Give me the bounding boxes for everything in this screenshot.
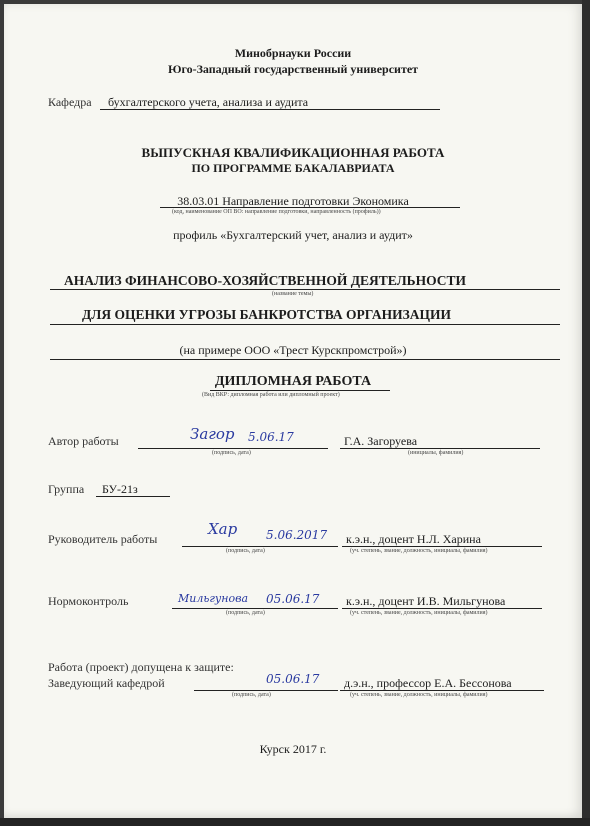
author-name: Г.А. Загоруева bbox=[344, 434, 418, 448]
supervisor-name-line bbox=[342, 546, 542, 547]
direction-caption: (код, наименование ОП ВО: направление подготовки, направленность (профиль)) bbox=[172, 209, 381, 215]
normcontrol-name-line bbox=[342, 608, 542, 609]
department-label: Кафедра bbox=[48, 95, 92, 109]
topic-underline1 bbox=[50, 289, 560, 290]
direction-value: 38.03.01 Направление подготовки Экономика bbox=[177, 194, 409, 208]
author-name-caption: (инициалы, фамилия) bbox=[408, 450, 464, 456]
normcontrol-signature: Мильгунова bbox=[178, 592, 249, 605]
supervisor-sig-caption: (подпись, дата) bbox=[226, 548, 265, 554]
head-sig-caption: (подпись, дата) bbox=[232, 692, 271, 698]
author-sig-caption: (подпись, дата) bbox=[212, 450, 251, 456]
profile-text: профиль «Бухгалтерский учет, анализ и аудит» bbox=[173, 228, 413, 242]
diploma-caption: (Вид ВКР: дипломная работа или дипломный проект) bbox=[202, 392, 340, 398]
ministry-name: Минобрнауки России bbox=[234, 46, 352, 60]
head-name-line bbox=[340, 690, 544, 691]
topic-line3: (на примере ООО «Трест Курскпромстрой») bbox=[179, 343, 407, 357]
supervisor-signature: Хар bbox=[208, 520, 238, 538]
supervisor-name-caption: (уч. степень, звание, должность, инициалы, фамилия) bbox=[350, 548, 488, 554]
normcontrol-sig-caption: (подпись, дата) bbox=[226, 610, 265, 616]
topic-line2: ДЛЯ ОЦЕНКИ УГРОЗЫ БАНКРОТСТВА ОРГАНИЗАЦИИ bbox=[82, 307, 452, 322]
scan-bottom-edge bbox=[0, 818, 590, 826]
admission-label: Работа (проект) допущена к защите: bbox=[48, 660, 234, 674]
document-page bbox=[4, 4, 582, 818]
department-underline bbox=[100, 109, 440, 110]
diploma-title: ДИПЛОМНАЯ РАБОТА bbox=[214, 374, 372, 389]
head-name: д.э.н., профессор Е.А. Бессонова bbox=[344, 676, 512, 690]
group-underline bbox=[96, 496, 170, 497]
supervisor-sign-date: 5.06.2017 bbox=[266, 528, 328, 542]
supervisor-signature-line bbox=[182, 546, 338, 547]
topic-line1: АНАЛИЗ ФИНАНСОВО-ХОЗЯЙСТВЕННОЙ ДЕЯТЕЛЬНОСТИ bbox=[64, 273, 467, 288]
topic-underline3 bbox=[50, 359, 560, 360]
head-sign-date: 05.06.17 bbox=[266, 672, 320, 686]
author-signature-line bbox=[138, 448, 328, 449]
normcontrol-label: Нормоконтроль bbox=[48, 594, 129, 608]
group-value: БУ-21з bbox=[102, 482, 138, 496]
normcontrol-name: к.э.н., доцент И.В. Мильгунова bbox=[346, 594, 506, 608]
normcontrol-name-caption: (уч. степень, звание, должность, инициалы, фамилия) bbox=[350, 610, 488, 616]
work-type-line2: ПО ПРОГРАММЕ БАКАЛАВРИАТА bbox=[191, 161, 395, 175]
city-year: Курск 2017 г. bbox=[259, 742, 327, 756]
diploma-underline bbox=[210, 390, 390, 391]
topic-caption: (название темы) bbox=[272, 291, 314, 297]
direction-underline bbox=[160, 207, 460, 208]
author-label: Автор работы bbox=[48, 434, 119, 448]
supervisor-name: к.э.н., доцент Н.Л. Харина bbox=[346, 532, 481, 546]
author-name-line bbox=[340, 448, 540, 449]
normcontrol-signature-line bbox=[172, 608, 338, 609]
normcontrol-sign-date: 05.06.17 bbox=[266, 592, 320, 606]
supervisor-label: Руководитель работы bbox=[48, 532, 158, 546]
department-value: бухгалтерского учета, анализа и аудита bbox=[108, 95, 309, 109]
author-sign-date: 5.06.17 bbox=[248, 430, 294, 444]
head-name-caption: (уч. степень, звание, должность, инициалы, фамилия) bbox=[350, 692, 488, 698]
head-signature-line bbox=[194, 690, 338, 691]
head-of-department-label: Заведующий кафедрой bbox=[48, 676, 165, 690]
author-signature: Загор bbox=[190, 425, 235, 443]
scan-right-edge bbox=[582, 0, 590, 826]
work-type-line1: ВЫПУСКНАЯ КВАЛИФИКАЦИОННАЯ РАБОТА bbox=[141, 145, 445, 160]
university-name: Юго-Западный государственный университет bbox=[167, 62, 419, 76]
group-label: Группа bbox=[48, 482, 85, 496]
topic-underline2 bbox=[50, 324, 560, 325]
